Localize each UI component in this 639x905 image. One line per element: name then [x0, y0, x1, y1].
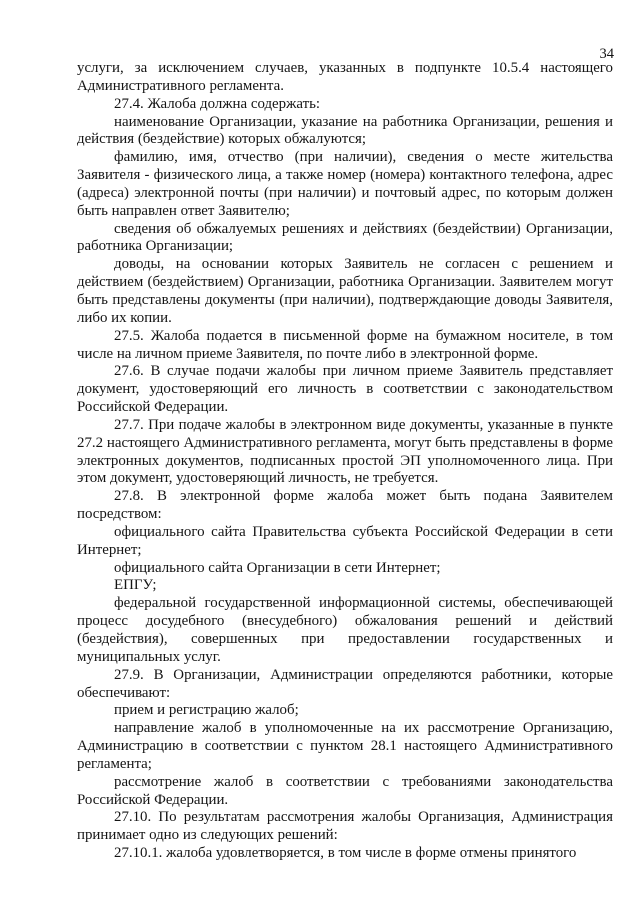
list-item-federal-system: федеральной государственной информационной системы, обеспечивающей процесс досудебного (внесудебного) обжалования решений и действий (бездействия), совершенных при предоставлении государственных и муниципальных услуг.: [77, 595, 613, 665]
paragraph-27-10-1: 27.10.1. жалоба удовлетворяется, в том числе в форме отмены принятого: [114, 845, 577, 862]
list-item-epgu: ЕПГУ;: [114, 577, 157, 594]
body-text: [77, 60, 613, 863]
paragraph-27-6: 27.6. В случае подачи жалобы при личном приеме Заявитель представляет документ, удостоверяющий его личность в соответствии с законодательством Российской Федерации.: [77, 363, 613, 416]
paragraph-27-4: 27.4. Жалоба должна содержать:: [114, 95, 321, 112]
list-item-review: рассмотрение жалоб в соответствии с требованиями законодательства Российской Федерации.: [77, 773, 613, 808]
paragraph-27-9: 27.9. В Организации, Администрации определяются работники, которые обеспечивают:: [77, 666, 613, 701]
paragraph-27-7: 27.7. При подаче жалобы в электронном виде документы, указанные в пункте 27.2 настоящего Административного регламента, могут быть представлены в форме электронных документов, подписанных простой ЭП уполномоченного лица. При этом документ, удостоверяющий личность, не требуется.: [77, 416, 613, 487]
list-item-forwarding: направление жалоб в уполномоченные на их рассмотрение Организацию, Администрацию в соответствии с пунктом 28.1 настоящего Административного регламента;: [77, 720, 613, 772]
list-item-reception: прием и регистрацию жалоб;: [114, 702, 299, 719]
list-item-applicant-details: фамилию, имя, отчество (при наличии), сведения о месте жительства Заявителя - физического лица, а также номер (номера) контактного телефона, адрес (адреса) электронной почты (при наличии) и почтовый адрес, по которым должен быть направлен ответ Заявителю;: [77, 149, 613, 219]
paragraph-27-10: 27.10. По результатам рассмотрения жалобы Организация, Администрация принимает одно из следующих решений:: [77, 809, 613, 844]
paragraph-27-8: 27.8. В электронной форме жалоба может быть подана Заявителем посредством:: [77, 488, 613, 523]
list-item-appealed-decisions: сведения об обжалуемых решениях и действиях (бездействии) Организации, работника Организации;: [77, 220, 613, 255]
list-item-organization-name: наименование Организации, указание на работника Организации, решения и действия (бездействие) которых обжалуются;: [77, 113, 613, 148]
paragraph-27-5: 27.5. Жалоба подается в письменной форме на бумажном носителе, в том числе на личном приеме Заявителя, по почте либо в электронной форме.: [77, 327, 613, 362]
list-item-organization-site: официального сайта Организации в сети Интернет;: [114, 559, 441, 576]
list-item-government-site: официального сайта Правительства субъекта Российской Федерации в сети Интернет;: [77, 523, 613, 558]
paragraph-continuation: услуги, за исключением случаев, указанных в подпункте 10.5.4 настоящего Административного регламента.: [77, 60, 613, 94]
page-number: 34: [599, 46, 614, 62]
list-item-arguments: доводы, на основании которых Заявитель не согласен с решением и действием (бездействием) Организации, работника Организации. Заявителем могут быть представлены документы (при наличии), подтверждающие доводы Заявителя, либо их копии.: [77, 256, 613, 326]
